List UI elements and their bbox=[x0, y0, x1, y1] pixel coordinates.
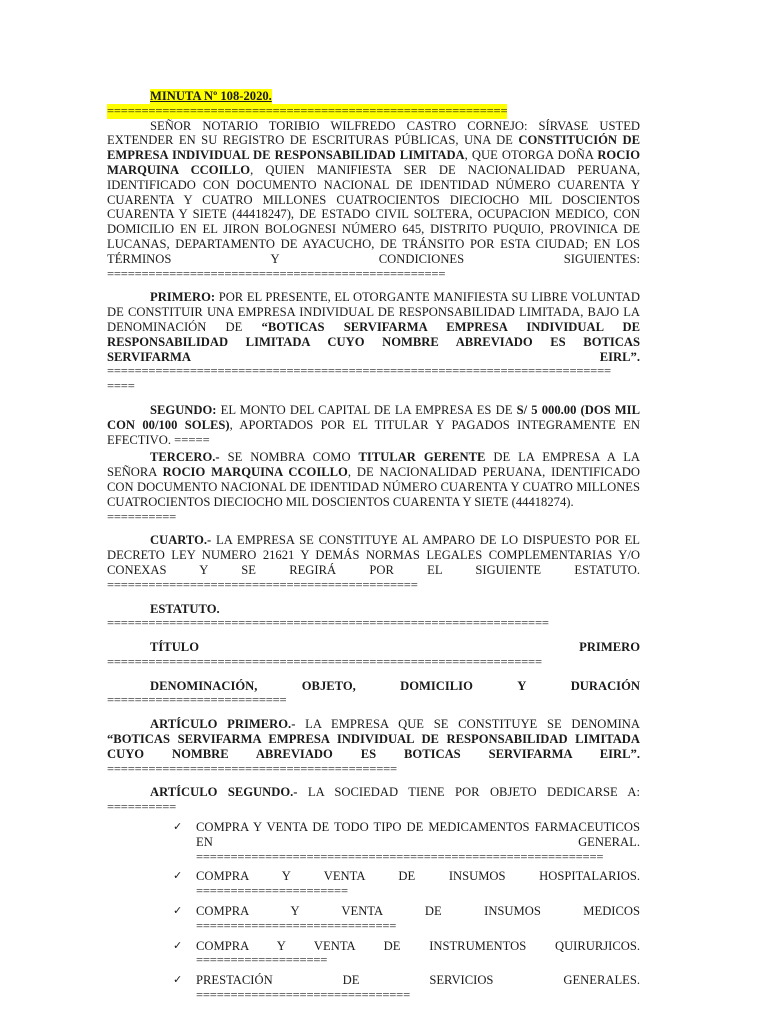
list-item: ✓ PRESTACIÓN DE SERVICIOS GENERALES. =============================== bbox=[173, 973, 640, 1003]
separator: ============================================= bbox=[107, 577, 418, 592]
checkmark-icon: ✓ bbox=[173, 938, 183, 952]
checkmark-icon: ✓ bbox=[173, 973, 183, 987]
separator: =============================== bbox=[196, 988, 410, 1003]
clause-cuarto: CUARTO.- LA EMPRESA SE CONSTITUYE AL AMPARO DE LO DISPUESTO POR EL DECRETO LEY NUMERO 21621 Y DEMÁS NORMAS LEGALES COMPLEMENTARIAS Y/O CONEXAS Y SE REGIRÁ POR EL SIGUIENTE ESTATUTO. bbox=[107, 533, 640, 577]
checkmark-icon: ✓ bbox=[173, 904, 183, 918]
clause-tercero: TERCERO.- SE NOMBRA COMO TITULAR GERENTE DE LA EMPRESA A LA SEÑORA ROCIO MARQUINA CCOILLO, DE NACIONALIDAD PERUANA, IDENTIFICADO CON DOCUMENTO NACIONAL DE IDENTIDAD NÚMERO CUARENTA Y CUATRO MILLONES CUATROCIENTOS DIECIOCHO MIL DOSCIENTOS CUARENTA Y SIETE (44418274). bbox=[107, 450, 640, 509]
separator: ========================================================================= bbox=[107, 364, 611, 379]
document-title: MINUTA Nº 108-2020. bbox=[150, 89, 272, 103]
document-body bbox=[107, 89, 640, 1003]
list-item: ✓ COMPRA Y VENTA DE INSUMOS HOSPITALARIOS. ====================== bbox=[173, 869, 640, 899]
checkmark-icon: ✓ bbox=[173, 869, 183, 883]
objetos-list bbox=[173, 820, 640, 1003]
separator: ========== bbox=[107, 509, 177, 524]
separator: ========================================================== bbox=[107, 103, 508, 118]
separator: =========================================================== bbox=[196, 849, 604, 864]
clause-primero: PRIMERO: POR EL PRESENTE, EL OTORGANTE MANIFIESTA SU LIBRE VOLUNTAD DE CONSTITUIR UNA EMPRESA INDIVIDUAL DE RESPONSABILIDAD LIMITADA, BAJO LA DENOMINACIÓN DE “BOTICAS SERVIFARMA EMPRESA INDIVIDUAL DE RESPONSABILIDAD LIMITADA CUYO NOMBRE ABREVIADO ES BOTICAS SERVIFARMA EIRL”. bbox=[107, 290, 640, 364]
checkmark-icon: ✓ bbox=[173, 820, 183, 834]
separator: ================================================================ bbox=[107, 616, 549, 631]
separator: =============================================================== bbox=[107, 654, 542, 669]
list-item: ✓ COMPRA Y VENTA DE INSUMOS MEDICOS ============================= bbox=[173, 904, 640, 933]
separator: ====================== bbox=[196, 884, 348, 899]
articulo-primero: ARTÍCULO PRIMERO.- LA EMPRESA QUE SE CONSTITUYE SE DENOMINA “BOTICAS SERVIFARMA EMPRESA INDIVIDUAL DE RESPONSABILIDAD LIMITADA CUYO NOMBRE ABREVIADO ES BOTICAS SERVIFARMA EIRL”. bbox=[107, 717, 640, 761]
separator: ========================================== bbox=[107, 761, 397, 776]
separator: ==== bbox=[107, 379, 135, 394]
titulo-heading: TÍTULO PRIMERO bbox=[150, 640, 640, 655]
separator: =================== bbox=[196, 953, 328, 968]
separator: ================================================= bbox=[107, 266, 446, 281]
list-item: ✓ COMPRA Y VENTA DE TODO TIPO DE MEDICAMENTOS FARMACEUTICOS EN GENERAL. =========================================================== bbox=[173, 820, 640, 864]
list-item: ✓ COMPRA Y VENTA DE INSTRUMENTOS QUIRURJICOS. =================== bbox=[173, 938, 640, 968]
denominacion-heading: DENOMINACIÓN, OBJETO, DOMICILIO Y DURACIÓN bbox=[150, 678, 640, 693]
separator: ============================= bbox=[196, 918, 397, 933]
intro-paragraph: SEÑOR NOTARIO TORIBIO WILFREDO CASTRO CORNEJO: SÍRVASE USTED EXTENDER EN SU REGISTRO DE ESCRITURAS PÚBLICAS, UNA DE CONSTITUCIÓN DE EMPRESA INDIVIDUAL DE RESPONSABILIDAD LIMITADA, QUE OTORGA DOÑA ROCIO MARQUINA CCOILLO, QUIEN MANIFIESTA SER DE NACIONALIDAD PERUANA, IDENTIFICADO CON DOCUMENTO NACIONAL DE IDENTIDAD NÚMERO CUARENTA Y CUARENTA Y CUATRO MILLONES CUATROCIENTOS DIECIOCHO MIL DOSCIENTOS CUARENTA Y SIETE (44418247), DE ESTADO CIVIL SOLTERA, OCUPACION MEDICO, CON DOMICILIO EN EL JIRON BOLOGNESI NÚMERO 645, DISTRITO PUQUIO, PROVINICA DE LUCANAS, DEPARTAMENTO DE AYACUCHO, DE TRÁNSITO POR ESTA CIUDAD; EN LOS TÉRMINOS Y CONDICIONES SIGUIENTES: bbox=[107, 118, 640, 266]
separator: ========== bbox=[107, 800, 177, 815]
separator: ========================== bbox=[107, 693, 287, 708]
estatuto-heading: ESTATUTO. bbox=[150, 601, 220, 616]
articulo-segundo: ARTÍCULO SEGUNDO.- LA SOCIEDAD TIENE POR OBJETO DEDICARSE A: bbox=[150, 785, 640, 800]
clause-segundo: SEGUNDO: EL MONTO DEL CAPITAL DE LA EMPRESA ES DE S/ 5 000.00 (DOS MIL CON 00/100 SOLES), APORTADOS POR EL TITULAR Y PAGADOS INTEGRAMENTE EN EFECTIVO. ===== bbox=[107, 402, 640, 447]
